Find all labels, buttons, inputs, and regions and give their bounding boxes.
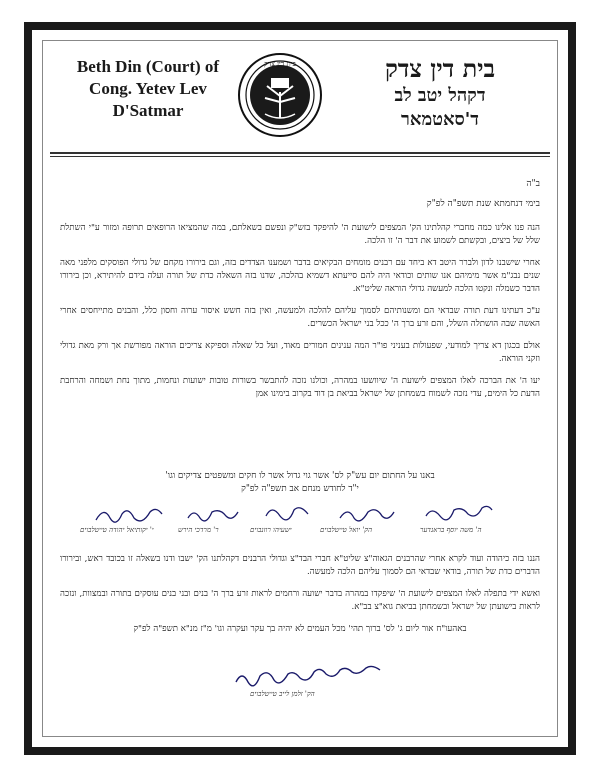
letter-paragraph-3: ע"כ דעתינו דעת תורה שבדאי הם ומשנותיהם לסמוך עליהם להלכה ולמעשה, ואין בזה חשש איסור ערוה וחסון כלל, והבנים מתייחסים אחרי האשה שבה הושתלה השלל, והם זרע ברך ה' ככל בני ישראל הכשרים. (60, 306, 540, 329)
signature-caption-2: ר' מרדכי הירש (178, 526, 219, 534)
header-english-line3: D'Satmar (112, 101, 184, 120)
endorsement-body (60, 553, 540, 645)
closing-line-2: י"ד לחודש מנחם אב תשפ"ה לפ"ק (241, 484, 359, 494)
letter-paragraph-5: יעו ה' את הברכה לאלו המצפים לישועת ה' שיוושעו במהרה, וכולנו נזכה להתבשר בשורות טובות ישועות ונחמות, מתוך נחת ושמחה והרחבת הדעת כל הימים, עדי נזכה לשמוח בשמחתן של ישראל בביאת בן דוד בקרוב בימינו אמן (60, 376, 540, 399)
header-hebrew-line2: דקהל יטב לב (394, 85, 486, 106)
endorsement-paragraph-3: באהעו"ח אור ליום ג' לס' ברוך תהי' מכל העמים לא יהיה בך עקר ועקרה וגו' מ"ז מנ"א תשפ"ה לפ"ק (133, 624, 467, 634)
header-hebrew-line3: ד'סאטמאר (401, 109, 479, 130)
signature-caption-1: י' יקותיאל יהודה טייטלבוים (80, 526, 154, 534)
header-english-line1: Beth Din (Court) of (76, 57, 220, 76)
signature-caption-4: הק' יואל טייטלבוים (320, 526, 373, 534)
header-hebrew-line1: בית דין צדק (384, 54, 496, 83)
header-divider (50, 152, 550, 154)
signature-caption-3: ישעיהו רוזנבוים (250, 526, 292, 534)
letter-body (60, 222, 540, 410)
header-english-line2: Cong. Yetev Lev (89, 79, 207, 98)
header-hebrew (350, 54, 530, 132)
letter-date: בימי דנחמתא שנת תשפ"ה לפ"ק (426, 199, 540, 209)
signature-caption-5: ה' משה יוסף בראנדער (420, 526, 482, 534)
header-english (38, 56, 258, 122)
letter-paragraph-1: הנה פנו אלינו כמה מחברי קהלתינו הק' המצפים לישועת ה' להיפקד בזש"ק ונפשם בשאלתם, במה שהמציאו הרופאים תרופה ומזור ע"י השתלת שלל של ביצים, ובקשתם לשמוע את דבר ה' זו הלכה. (60, 223, 540, 246)
letter-paragraph-2: אחרי שישבנו לדון ולברר היטב דא ביחד עם רבנים מומחים הבקיאים בדבר ושמענו הצדדים בזה, וגם בירורו מקחם של גדולי הפוסקים מלפני מאה שנים נבג"מ אשר מימיהם אנו שותים וכודאי היה להם סייעתא דשמיא בהלכה, שדנו בזה השאלה כדת של תורה ועלה בידם להיתירא, וכן בירורו הדבר כשמלה ונקטו הלכה למעשה גדולי הוראה שליט"א. (60, 258, 540, 294)
endorsement-paragraph-2: ואשא ידי בתפלה לאלו המצפים לישועת ה' שיפקדו במהרה בדבר ישועה ורחמים לראות זרע ברך ה' בנים ובני בנים עוסקים בתורה ובמצוות, ונזכה לראות בישועתן של ישראל ובשמחתן בביאת גוא"צ בב"א. (60, 589, 540, 612)
letter-closing (60, 470, 540, 496)
endorsement-signature-icon (230, 664, 390, 692)
seal-label: בית דין צדק (264, 60, 296, 68)
closing-line-1: באנו על החתום יום עש"ק לס' אשר גוי גדול אשר לו חקים ומשפטים צדיקים וגו' (165, 471, 435, 481)
endorsement-paragraph-1: הננו בזה כיהודה ועוד לקרא אחרי שהרבנים הגאוה"צ שליט"א חברי הבד"צ וגדולי הרבנים דקהלתנו הק' ישבו ודנו בשאלה זו בכובד ראש, ובירורו הדברים כדת של תורה, בודאי שבדאי הם לסמוך עליהם הלכה למעשה. (60, 554, 540, 577)
header-divider-thin (50, 156, 550, 157)
court-seal-icon (237, 52, 323, 138)
endorsement-signature-caption: הק' זלמן לייב טייטלבוים (250, 690, 315, 698)
bh-mark: ב"ה (526, 179, 540, 189)
letter-paragraph-4: אולם בכגון דא צריך למודעי, שפעולות בעניני פו"ר המה ענינים חמורים מאוד, ועל כל שאלה וספיקא צריכים הוראה מפורשת אך ורק מאת גדולי וזקני הוראה. (60, 341, 540, 364)
